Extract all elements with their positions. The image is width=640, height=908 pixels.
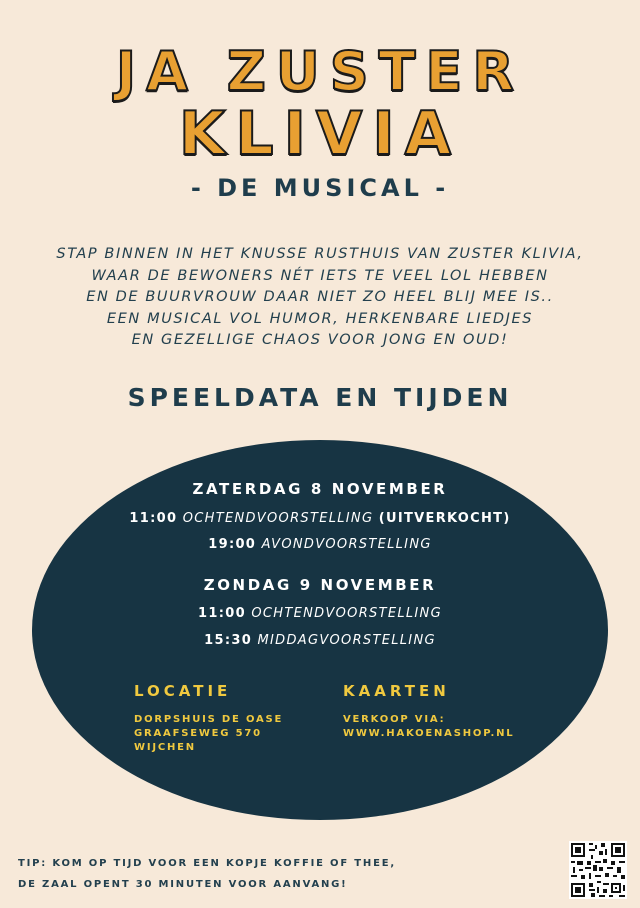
location-heading: LOCATIE [134, 682, 232, 700]
qr-code-icon[interactable] [569, 841, 627, 899]
tickets-line: VERKOOP VIA: [343, 714, 446, 725]
show-sunday-morning [0, 606, 640, 621]
location-line: DORPSHUIS DE OASE [134, 714, 284, 725]
tickets-info [343, 713, 514, 741]
tickets-url[interactable]: WWW.HAKOENASHOP.NL [343, 728, 515, 739]
show-time: 15:30 [204, 633, 253, 648]
intro-line: EN GEZELLIGE CHAOS VOOR JONG EN OUD! [131, 332, 509, 348]
location-address [134, 713, 283, 755]
intro-line: STAP BINNEN IN HET KNUSSE RUSTHUIS VAN ZUSTER KLIVIA, [56, 246, 584, 262]
show-name: MIDDAGVOORSTELLING [257, 633, 436, 648]
tip-line: DE ZAAL OPENT 30 MINUTEN VOOR AANVANG! [18, 879, 348, 890]
show-time: 19:00 [208, 537, 257, 552]
show-time: 11:00 [198, 606, 246, 621]
tip-line: TIP: KOM OP TIJD VOOR EEN KOPJE KOFFIE OF THEE, [18, 858, 396, 869]
poster-title-line2: KLIVIA [178, 99, 462, 169]
show-saturday-evening [0, 537, 640, 552]
tip-text [18, 853, 396, 895]
show-name: OCHTENDVOORSTELLING [251, 606, 442, 621]
day-sunday: ZONDAG 9 NOVEMBER [203, 576, 437, 594]
show-saturday-morning [0, 511, 640, 526]
poster-title-line1: JA ZUSTER [116, 40, 524, 103]
tickets-heading: KAARTEN [343, 682, 450, 700]
location-line: WIJCHEN [134, 742, 196, 753]
intro-line: EN DE BUURVROUW DAAR NIET ZO HEEL BLIJ MEE IS.. [86, 289, 554, 305]
poster-subtitle: - DE MUSICAL - [190, 174, 450, 202]
intro-line: EEN MUSICAL VOL HUMOR, HERKENBARE LIEDJES [106, 310, 534, 327]
show-name: AVONDVOORSTELLING [261, 537, 432, 552]
intro-text [20, 244, 620, 352]
show-time: 11:00 [129, 511, 178, 526]
day-saturday: ZATERDAG 8 NOVEMBER [192, 480, 448, 498]
schedule-heading: SPEELDATA EN TIJDEN [127, 383, 513, 412]
intro-line: WAAR DE BEWONERS NÉT IETS TE VEEL LOL HEBBEN [91, 267, 549, 284]
show-name: OCHTENDVOORSTELLING [182, 511, 374, 526]
show-sunday-afternoon [0, 633, 640, 648]
location-line: GRAAFSEWEG 570 [134, 728, 262, 739]
show-status: (UITVERKOCHT) [378, 511, 511, 526]
